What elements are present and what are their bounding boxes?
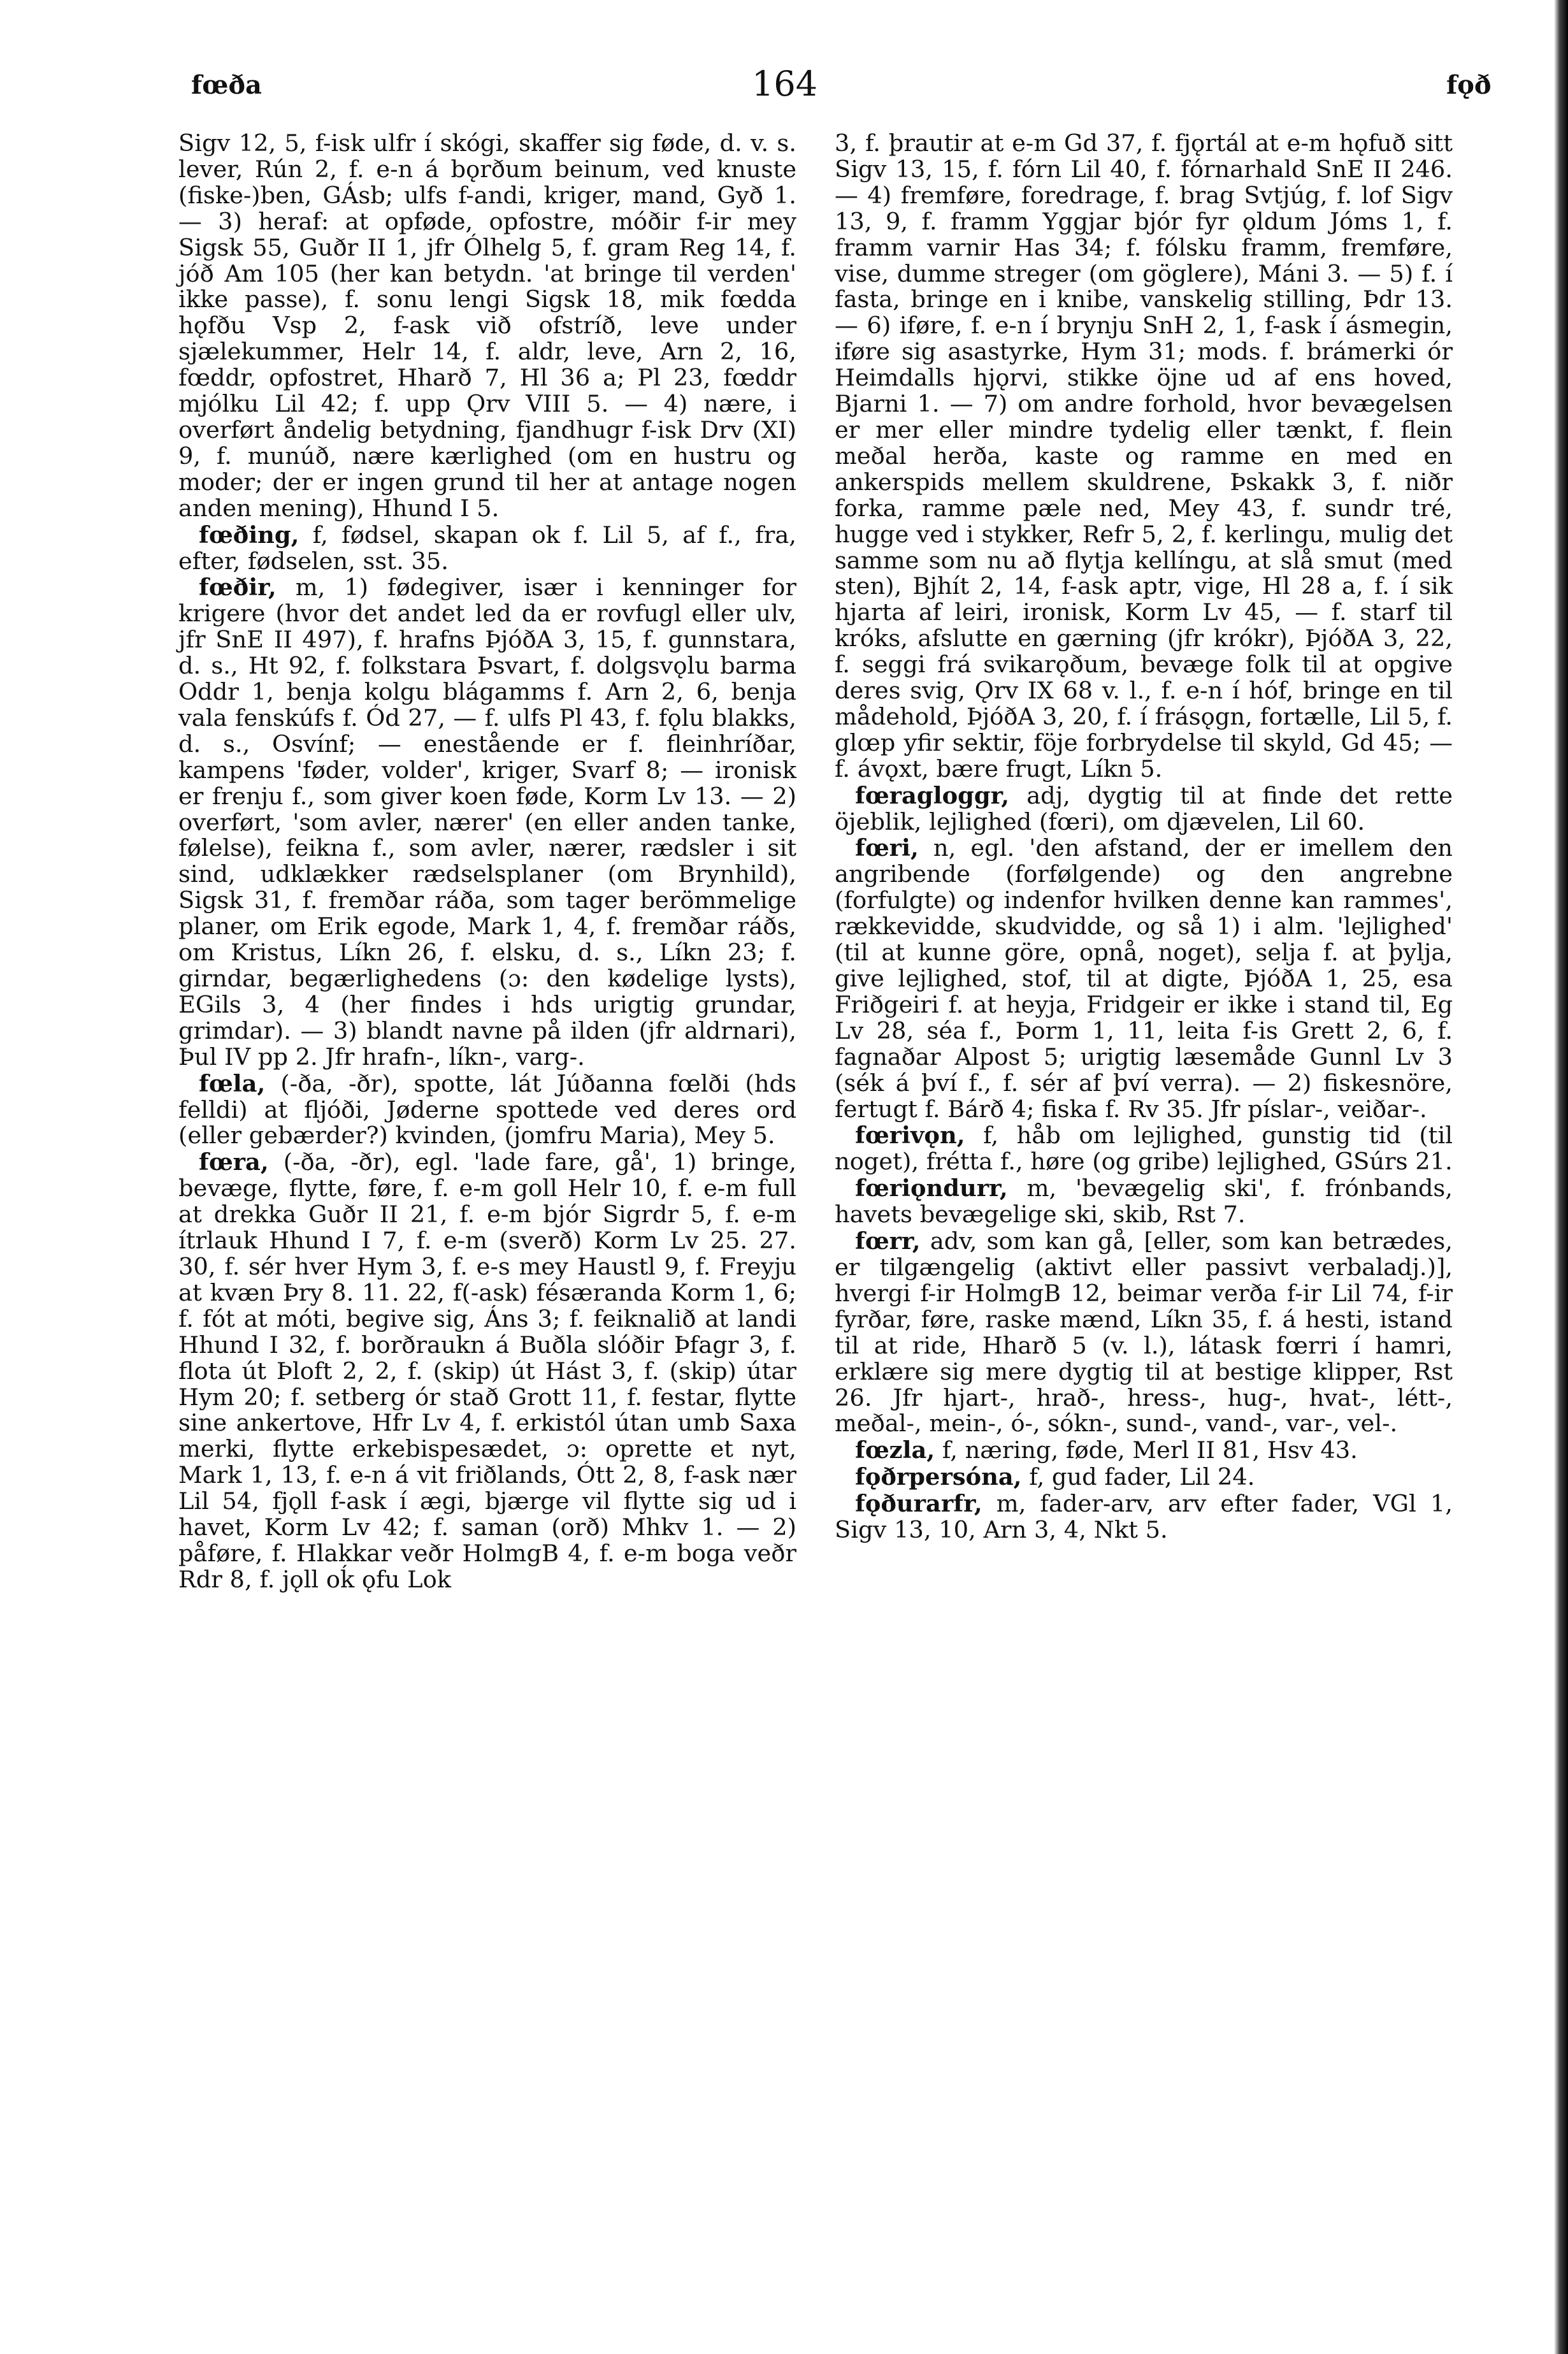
entry-headword: fœra, — [199, 1148, 269, 1176]
entry-headword: fœri, — [855, 834, 919, 862]
page-edge-shadow — [1554, 0, 1568, 2354]
dictionary-entry — [178, 522, 796, 575]
entry-definition: (-ða, -ðr), spotte, lát Júðanna fœlði (hds felldi) at fljóði, Jøderne spottede ved deres ord (eller gebærder?) kvinden, (jomfru Maria), Mey 5. — [178, 1069, 797, 1150]
dictionary-entry — [835, 1491, 1453, 1543]
entry-definition: m, fader-arv, arv efter fader, VGl 1, Sigv 13, 10, Arn 3, 4, Nkt 5. — [835, 1490, 1453, 1544]
continued-entry-text: Sigv 12, 5, f-isk ulfr í skógi, skaffer sig føde, d. v. s. lever, Rún 2, f. e-n á bǫrðum beinum, ved knuste (fiske-)ben, GÁsb; ulfs f-andi, kriger, mand, Gyð 1. — 3) heraf: at opføde, opfostre, móðir f-ir mey Sigsk 55, Guðr II 1, jfr Ólhelg 5, f. gram Reg 14, f. jóð Am 105 (her kan betydn. 'at bringe til verden' ikke passe), f. sonu lengi Sigsk 18, mik fœdda hǫfðu Vsp 2, f-ask við ofstríð, leve under sjælekummer, Helr 14, f. aldr, leve, Arn 2, 16, fœddr, opfostret, Hharð 7, Hl 36 a; Pl 23, fœddr mjólku Lil 42; f. upp Ǫrv VIII 5. — 4) nære, i overført åndelig betydning, fjandhugr f-isk Drv (XI) 9, f. munúð, nære kærlighed (om en hustru og moder; der er ingen grund til her at antage nogen anden mening), Hhund I 5. — [178, 129, 796, 522]
left-running-headword: fœða — [191, 70, 262, 100]
entry-definition: f, gud fader, Lil 24. — [1029, 1463, 1255, 1491]
page-header — [0, 64, 1568, 108]
continued-entry-text: 3, f. þrautir at e-m Gd 37, f. fjǫrtál at e-m hǫfuð sitt Sigv 13, 15, f. fórn Lil 40, f. fórnarhald SnE II 246. — 4) fremføre, foredrage, f. brag Svtjúg, f. lof Sigv 13, 9, f. framm Yggjar bjór fyr ǫldum Jóms 1, f. framm varnir Has 34; f. fólsku framm, fremføre, vise, dumme streger (om göglere), Máni 3. — 5) f. í fasta, bringe en i knibe, vanskelig stilling, Þdr 13. — 6) iføre, f. e-n í brynju SnH 2, 1, f-ask í ásmegin, iføre sig asastyrke, Hym 31; mods. f. brámerki ór Heimdalls hjǫrvi, stikke öjne ud af ens hoved, Bjarni 1. — 7) om andre forhold, hvor bevægelsen er mer eller mindre tydelig eller tænkt, f. flein meðal herða, kaste og ramme en med en ankerspids mellem skuldrene, Þskakk 3, f. niðr forka, ramme pæle ned, Mey 43, f. sundr tré, hugge ved i stykker, Refr 5, 2, f. kerlingu, mulig det samme som nu að flytja kellíngu, at slå smut (med sten), Bjhít 2, 14, f-ask aptr, vige, Hl 28 a, f. í sik hjarta af leiri, ironisk, Korm Lv 45, — f. starf til króks, afslutte en gærning (jfr krókr), ÞjóðA 3, 22, f. seggi frá svikarǫðum, bevæge folk til at opgive deres svig, Ǫrv IX 68 v. l., f. e-n í hóf, bringe en til mådehold, ÞjóðA 3, 20, f. í frásǫgn, fortælle, Lil 5, f. glœp yfir sektir, föje forbrydelse til skyld, Gd 45; — f. ávǫxt, bære frugt, Líkn 5. — [835, 129, 1453, 783]
entry-headword: fǫðrpersóna, — [855, 1462, 1022, 1491]
entry-headword: fœragloggr, — [855, 781, 1010, 809]
right-running-headword: fǫð — [1446, 70, 1492, 100]
page-number: 164 — [752, 64, 818, 104]
dictionary-entry — [178, 574, 796, 1070]
dictionary-entry — [835, 1175, 1453, 1228]
entry-headword: fœrivǫn, — [855, 1121, 965, 1150]
dictionary-entry — [835, 1122, 1453, 1175]
entry-definition: m, 1) fødegiver, især i kenninger for krigere (hvor det andet led da er rovfugl eller ulv, jfr SnE II 497), f. hrafns ÞjóðA 3, 15, f. gunnstara, d. s., Ht 92, f. folkstara Þsvart, f. dolgsvǫlu barma Oddr 1, benja kolgu blágamms f. Arn 2, 6, benja vala fenskúfs f. Ód 27, — f. ulfs Pl 43, f. fǫlu blakks, d. s., Osvínf; — enestående er f. fleinhríðar, kampens 'føder, volder', kriger, Svarf 8; — ironisk er frenju f., som giver koen føde, Korm Lv 13. — 2) overført, 'som avler, nærer' (en eller anden tanke, følelse), feikna f., som avler, nærer, rædsler i sit sind, udklækker rædselsplaner (om Brynhild), Sigsk 31, f. fremðar ráða, som tager berömmelige planer, om Erik egode, Mark 1, 4, f. fremðar ráðs, om Kristus, Líkn 26, f. elsku, d. s., Líkn 23; f. girndar, begærlighedens (ɔ: den kødelige lysts), EGils 3, 4 (her findes i hds urigtig grundar, grimdar). — 3) blandt navne på ilden (jfr aldrnari), Þul IV pp 2. Jfr hrafn-, líkn-, varg-. — [178, 574, 796, 1071]
left-column — [178, 131, 796, 1593]
entry-definition: (-ða, -ðr), egl. 'lade fare, gå', 1) bringe, bevæge, flytte, føre, f. e-m goll Helr 10, f. e-m full at drekka Guðr II 21, f. e-m bjór Sigrdr 5, f. e-m ítrlauk Hhund I 7, f. e-m (sverð) Korm Lv 25. 27. 30, f. sér hver Hym 3, f. e-s mey Haustl 9, f. Freyju at kvæn Þry 8. 11. 22, f(-ask) fésæranda Korm 1, 6; f. fót at móti, begive sig, Áns 3; f. feiknalið at landi Hhund I 32, f. borðraukn á Buðla slóðir Þfagr 3, f. flota út Þloft 2, 2, f. (skip) út Hást 3, f. (skip) útar Hym 20; f. setberg ór stað Grott 11, f. festar, flytte sine ankertove, Hfr Lv 4, f. erkistól útan umb Saxa merki, flytte erkebispesædet, ɔ: oprette et nyt, Mark 1, 13, f. e-n á vit friðlands, Ótt 2, 8, f-ask nær Lil 54, fjǫll f-ask í ægi, bjærge vil flytte sig ud i havet, Korm Lv 42; f. saman (orð) Mhkv 1. — 2) påføre, f. Hlakkar veðr HolmgB 4, f. e-m boga veðr Rdr 8, f. jǫll oḱ ǫfu Lok — [178, 1148, 796, 1593]
entry-headword: fœðir, — [199, 573, 277, 602]
entry-definition: f, næring, føde, Merl II 81, Hsv 43. — [942, 1436, 1358, 1464]
entry-headword: fœzla, — [855, 1436, 935, 1464]
entry-definition: adv, som kan gå, [eller, som kan betrædes, er tilgængelig (aktivt eller passivt verbaladj.)], hvergi f-ir HolmgB 12, beimar verða f-ir Lil 74, f-ir fyrðar, føre, raske mænd, Líkn 35, f. á hesti, istand til at ride, Hharð 5 (v. l.), látask fœrri í hamri, erklære sig mere dygtig til at bestige klipper, Rst 26. Jfr hjart-, hrað-, hress-, hug-, hvat-, létt-, meðal-, mein-, ó-, sókn-, sund-, vand-, var-, vel-. — [835, 1227, 1453, 1438]
dictionary-entry — [178, 1071, 796, 1150]
entry-headword: fœðing, — [199, 520, 299, 549]
entry-definition: adj, dygtig til at finde det rette öjeblik, lejlighed (fœri), om djævelen, Lil 60. — [835, 781, 1453, 835]
entry-headword: fœla, — [199, 1069, 266, 1097]
dictionary-entry — [835, 1228, 1453, 1437]
entry-headword: fœriǫndurr, — [855, 1174, 1008, 1202]
dictionary-entry — [835, 1437, 1453, 1464]
dictionary-entry — [835, 1464, 1453, 1491]
entry-definition: f, håb om lejlighed, gunstig tid (til noget), frétta f., høre (og gribe) lejlighed, GSúrs 21. — [835, 1122, 1453, 1176]
entry-headword: fǫðurarfr, — [855, 1489, 982, 1518]
entry-definition: m, 'bevægelig ski', f. frónbands, havets bevægelige ski, skib, Rst 7. — [835, 1174, 1453, 1229]
right-column — [835, 131, 1453, 1543]
dictionary-entry — [835, 783, 1453, 835]
entry-definition: f, fødsel, skapan ok f. Lil 5, af f., fra, efter, fødselen, sst. 35. — [178, 521, 796, 575]
entry-headword: fœrr, — [855, 1227, 921, 1255]
dictionary-entry — [178, 1149, 796, 1592]
dictionary-entry — [835, 835, 1453, 1122]
entry-definition: n, egl. 'den afstand, der er imellem den angribende (forfølgende) og den angrebne (forfulgte) og indenfor hvilken denne kan rammes', rækkevidde, skudvidde, og så 1) i alm. 'lejlighed' (til at kunne göre, opnå, noget), selja f. at þylja, give lejlighed, stof, til at digte, ÞjóðA 1, 25, esa Friðgeiri f. at heyja, Fridgeir er ikke i stand til, Eg Lv 28, séa f., Þorm 1, 11, leita f-is Grett 2, 6, f. fagnaðar Alpost 5; urigtig læsemåde Gunnl Lv 3 (sék á því f., f. sér af því verra). — 2) fiskesnöre, fertugt f. Bárð 4; fiska f. Rv 35. Jfr píslar-, veiðar-. — [835, 834, 1453, 1123]
